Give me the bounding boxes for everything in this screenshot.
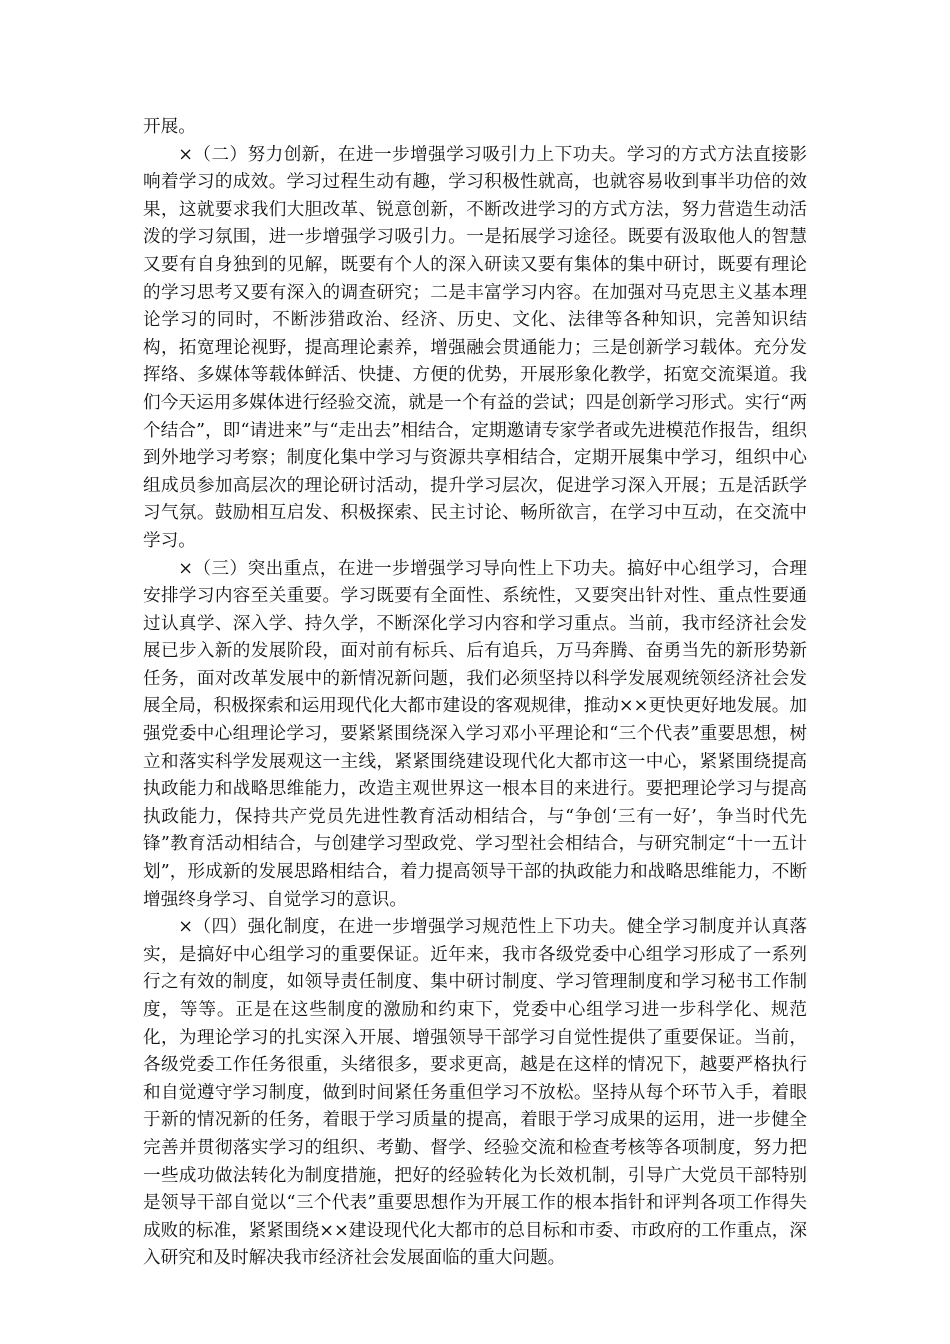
paragraph-continuation: 开展。 — [143, 117, 196, 137]
paragraph-innovation: ×（二）努力创新，在进一步增强学习吸引力上下功夫。学习的方式方法直接影响着学习的成效。学习过程生动有趣，学习积极性就高，也就容易收到事半功倍的效果，这就要求我们大胆改革、锐意创新，不断改进学习的方式方法，努力营造生动活泼的学习氛围，进一步增强学习吸引力。一是拓展学习途径。既要有汲取他人的智慧又要有自身独到的见解，既要有个人的深入研读又要有集体的集中研讨，既要有理论的学习思考又要有深入的调查研究；二是丰富学习内容。在加强对马克思主义基本理论学习的同时，不断涉猎政治、经济、历史、文化、法律等各种知识，完善知识结构，拓宽理论视野，提高理论素养，增强融会贯通能力；三是创新学习载体。充分发挥络、多媒体等载体鲜活、快捷、方便的优势，开展形象化教学，拓宽交流渠道。我们今天运用多媒体进行经验交流，就是一个有益的尝试；四是创新学习形式。实行“两个结合”，即“请进来”与“走出去”相结合，定期邀请专家学者或先进模范作报告，组织到外地学习考察；制度化集中学习与资源共享相结合，定期开展集中学习，组织中心组成员参加高层次的理论研讨活动，提升学习层次，促进学习深入开展；五是活跃学习气氛。鼓励相互启发、积极探索、民主讨论、畅所欲言，在学习中互动，在交流中学习。 — [143, 144, 807, 551]
document-body — [143, 114, 807, 1273]
paragraph-focus: ×（三）突出重点，在进一步增强学习导向性上下功夫。搞好中心组学习，合理安排学习内容至关重要。学习既要有全面性、系统性，又要突出针对性、重点性要通过认真学、深入学、持久学，不断深化学习内容和学习重点。当前，我市经济社会发展已步入新的发展阶段，面对前有标兵、后有追兵，万马奔腾、奋勇当先的新形势新任务，面对改革发展中的新情况新问题，我们必须坚持以科学发展观统领经济社会发展全局，积极探索和运用现代化大都市建设的客观规律，推动××更快更好地发展。加强党委中心组理论学习，要紧紧围绕深入学习邓小平理论和“三个代表”重要思想，树立和落实科学发展观这一主线，紧紧围绕建设现代化大都市这一中心，紧紧围绕提高执政能力和战略思维能力，改造主观世界这一根本目的来进行。要把理论学习与提高执政能力，保持共产党员先进性教育活动相结合，与“争创‘三有一好’，争当时代先锋”教育活动相结合，与创建学习型政党、学习型社会相结合，与研究制定“十一五计划”，形成新的发展思路相结合，着力提高领导干部的执政能力和战略思维能力，不断增强终身学习、自觉学习的意识。 — [143, 558, 807, 910]
paragraph-system: ×（四）强化制度，在进一步增强学习规范性上下功夫。健全学习制度并认真落实，是搞好中心组学习的重要保证。近年来，我市各级党委中心组学习形成了一系列行之有效的制度，如领导责任制度、集中研讨制度、学习管理制度和学习秘书工作制度，等等。正是在这些制度的激励和约束下，党委中心组学习进一步科学化、规范化，为理论学习的扎实深入开展、增强领导干部学习自觉性提供了重要保证。当前，各级党委工作任务很重，头绪很多，要求更高，越是在这样的情况下，越要严格执行和自觉遵守学习制度，做到时间紧任务重但学习不放松。坚持从每个环节入手，着眼于新的情况新的任务，着眼于学习质量的提高，着眼于学习成果的运用，进一步健全完善并贯彻落实学习的组织、考勤、督学、经验交流和检查考核等各项制度，努力把一些成功做法转化为制度措施，把好的经验转化为长效机制，引导广大党员干部特别是领导干部自觉以“三个代表”重要思想作为开展工作的根本指针和评判各项工作得失成败的标准，紧紧围绕××建设现代化大都市的总目标和市委、市政府的工作重点，深入研究和及时解决我市经济社会发展面临的重大问题。 — [143, 917, 807, 1269]
